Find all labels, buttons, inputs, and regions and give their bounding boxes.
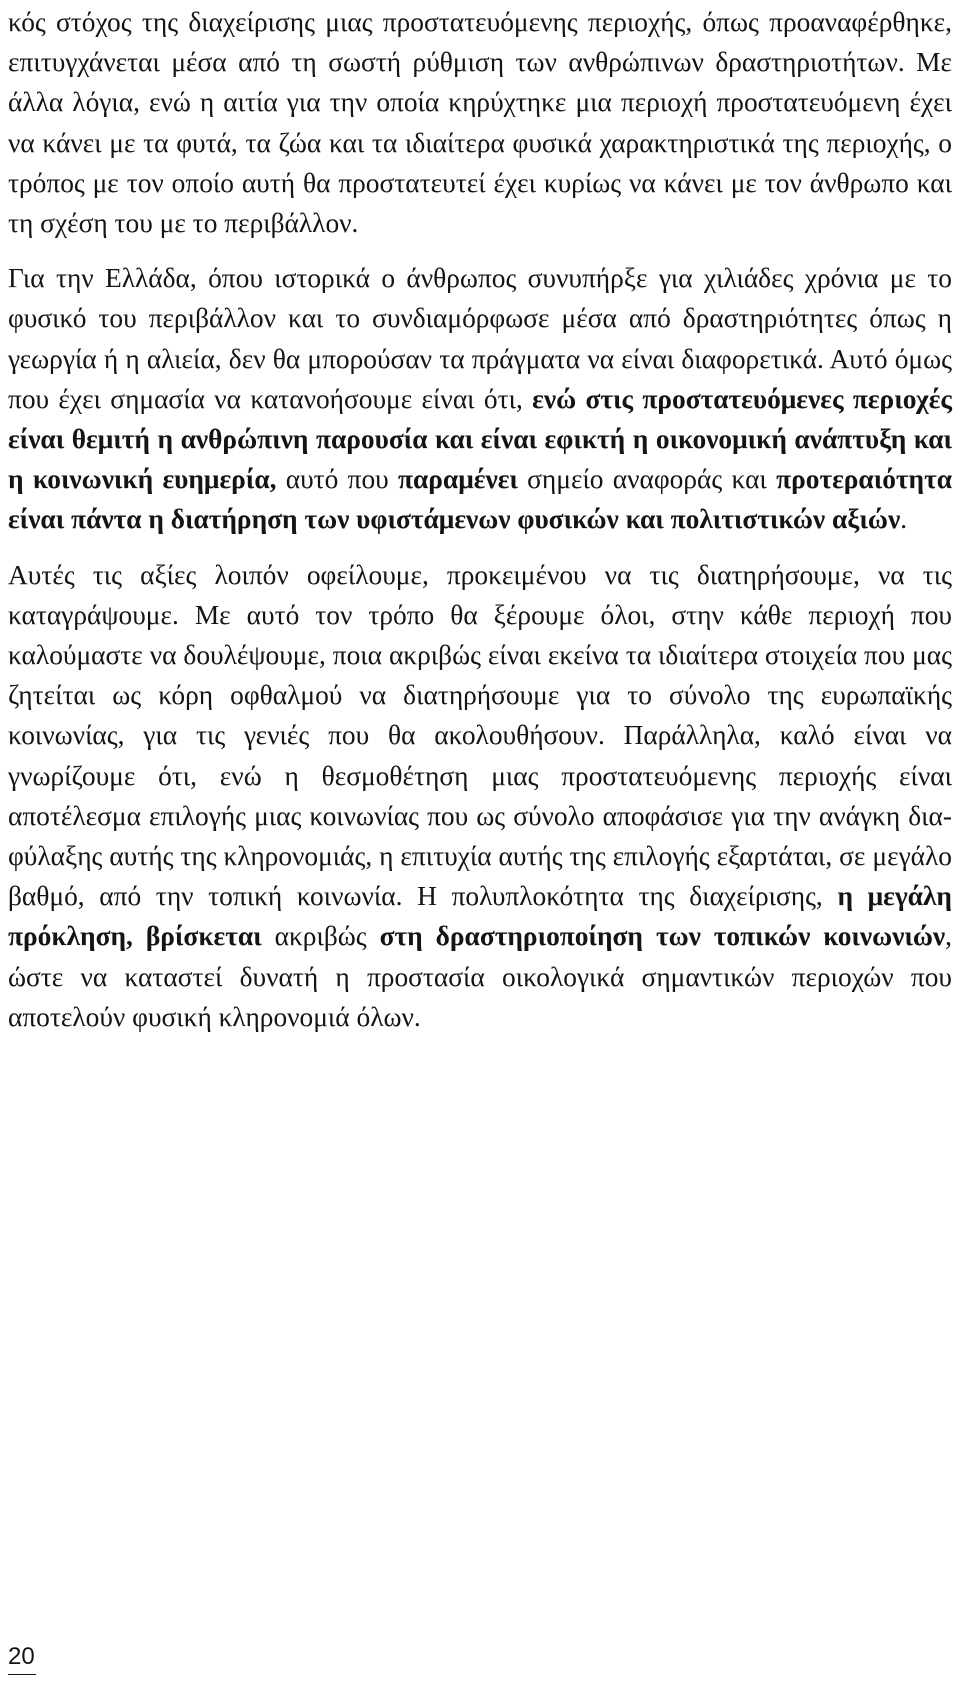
text-run: κός στόχος της διαχείρισης μιας προστατευόμενης περιοχής, όπως προαναφέρθηκε, επιτυγχάνεται μέσα από τη σωστή ρύθμιση των ανθρώπινων δραστηριοτήτων. Με άλλα λόγια, ενώ η αιτία για την οποία κηρύχτηκε μια περιοχή προστατευόμενη έχει να κάνει με τα φυτά, τα ζώα και τα ιδιαίτερα φυσικά χαρακτηριστικά της περιοχής, ο τρόπος με τον οποίο αυτή θα προστατευτεί έχει κυρίως να κάνει με τον άνθρωπο και τη σχέση του με το περιβάλλον. <box>8 7 952 239</box>
text-run: Αυτές τις αξίες λοιπόν οφείλουμε, προκειμένου να τις διατηρήσουμε, να τις καταγράψουμε. Με αυτό τον τρόπο θα ξέρουμε όλοι, στην κάθε περιοχή που καλούμαστε να δουλέψουμε, ποια ακριβώς είναι εκείνα τα ιδιαίτερα στοιχεία που μας ζητείται ως κόρη οφθαλμού να διατηρήσουμε για το σύνολο της ευρωπαϊκής κοινωνίας, για τις γενιές που θα ακολουθήσουν. Παράλληλα, καλό είναι να γνωρίζουμε ότι, ενώ η θεσμοθέτηση μιας προστατευόμενης περιοχής είναι αποτέλεσμα επιλογής μιας κοινωνίας που ως σύνολο αποφάσισε για την ανάγκη διαφύλαξης αυτής της κληρονομιάς, η επιτυχία αυτής της επιλογής εξαρτάται, σε μεγάλο βαθμό, από την τοπική κοινωνία. Η πολυπλοκότητα της διαχείρισης, <box>8 559 952 912</box>
bold-text-run: ενώ στις προστατευόμενες περιοχές είναι θεμιτή η ανθρώπινη παρουσία και είναι εφικτή η οικονομική ανάπτυξη και η κοινωνική ευημερία, <box>8 383 952 495</box>
bold-text-run: η μεγάλη πρόκληση, βρίσκεται <box>8 881 952 952</box>
bold-text-run: παραμένει <box>397 464 518 495</box>
text-run: , ώστε να καταστεί δυνατή η προστασία οικολογικά σημαντικών περιοχών που αποτελούν φυσική κληρονομιά όλων. <box>8 921 952 1032</box>
bold-text-run: στη δραστηριοποίηση των τοπικών κοινωνιών <box>379 921 946 952</box>
body-text <box>8 2 952 1037</box>
paragraph <box>8 258 952 539</box>
text-run: σημείο αναφοράς και <box>517 464 777 495</box>
page-number: 20 <box>8 1643 35 1670</box>
page-number-underline <box>8 1674 36 1675</box>
paragraph <box>8 555 952 1037</box>
text-run: Για την Ελλάδα, όπου ιστορικά ο άνθρωπος συνυπήρξε για χιλιάδες χρόνια με το φυσικό του περιβάλλον και το συνδιαμόρφωσε μέσα από δραστηριότητες όπως η γεωργία ή η αλιεία, δεν θα μπορούσαν τα πράγματα να είναι διαφορετικά. Αυτό όμως που έχει σημασία να κατανοήσουμε είναι ότι, <box>8 263 952 414</box>
text-run: αυτό που <box>276 464 398 495</box>
paragraph <box>8 2 952 243</box>
bold-text-run: προτεραιότητα είναι πάντα η διατήρηση των υφιστάμενων φυσικών και πολιτιστικών αξιών <box>8 464 952 535</box>
text-run: . <box>900 504 908 535</box>
text-run: ακριβώς <box>261 921 380 952</box>
